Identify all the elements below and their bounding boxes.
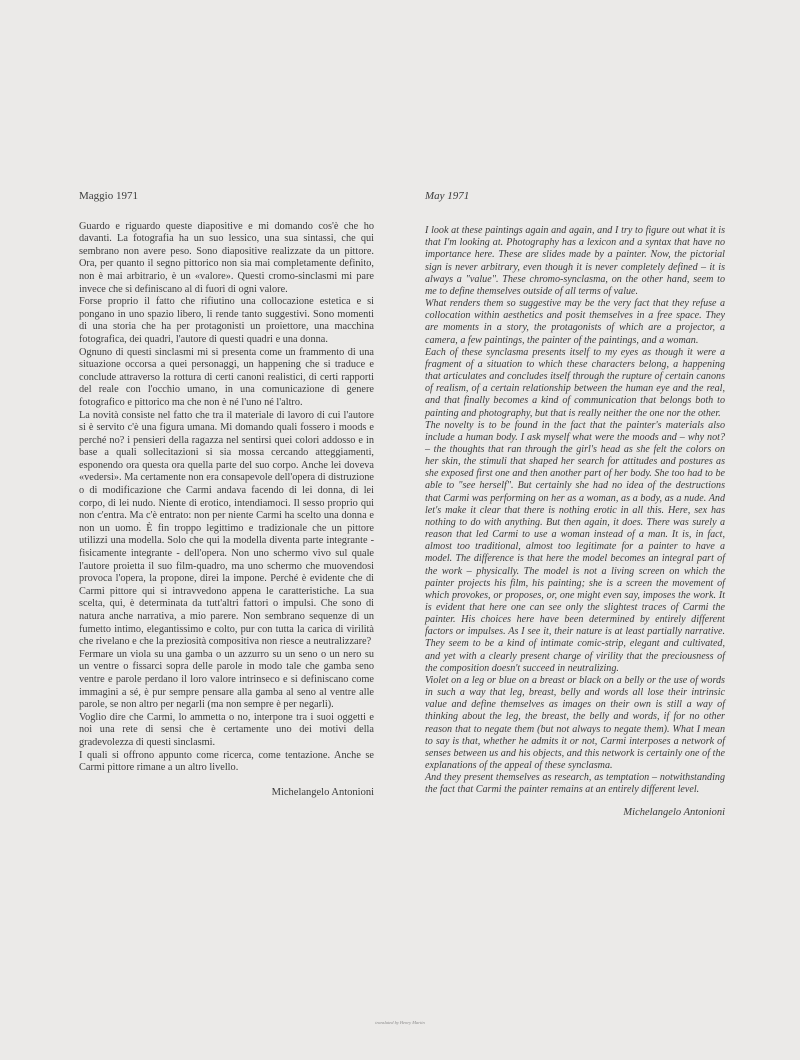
italian-date: Maggio 1971 — [79, 190, 138, 202]
english-date: May 1971 — [425, 190, 470, 202]
italian-paragraph: Forse proprio il fatto che rifiutino una collocazione estetica e si pongano in uno spazio libero, li rende tanto suggestivi. Sono momenti di una storia che ha per protagonisti un proiettore, una macchina fotografica, dei quadri, l'autore di questi quadri e una donna. — [79, 296, 374, 345]
italian-signature: Michelangelo Antonioni — [271, 786, 374, 798]
italian-paragraph: Voglio dire che Carmi, lo ammetta o no, interpone tra i suoi oggetti e noi una rete di sensi che è certamente uno dei motivi della gradevolezza di questi sinclasmi. — [79, 711, 374, 748]
italian-paragraph: I quali si offrono appunto come ricerca, come tentazione. Anche se Carmi pittore rimane a un altro livello. — [79, 749, 374, 774]
english-column — [425, 190, 725, 829]
english-paragraph: The novelty is to be found in the fact that the painter's materials also include a human body. I ask myself what were the moods and – why not? – the thoughts that ran through the girl's head as she felt the colors on her skin, the stimuli that shaped her search for attitudes and postures as she exposed first one and then another part of her body. She too had to be able to "see herself". But certainly she had no idea of the destructions that Carmi was performing on her as a woman, as a body, as a nude. And let's make it clear that there is nothing erotic in all this. Here, sex has nothing to do with anything. But then again, it does. There was surely a reason that led Carmi to use a woman instead of a man. It is, in fact, almost too traditional, almost too legitimate for a painter to have a model. The difference is that here the model becomes an integral part of the work – physically. The model is not a living screen on which the painter projects his film, his painting; she is a screen the movement of which provokes, or proposes, or, one might even say, imposes the work. It is evident that here one can see only the slightest traces of Carmi the painter. His choices here have been determined by entirely different factors or impulses. As I see it, their nature is at least partially narrative. They seem to be a kind of intimate comic-strip, elegant and cultivated, and yet with a clearly present charge of virility that the preciousness of the composition doesn't succeed in neutralizing. — [425, 419, 725, 674]
italian-column — [79, 190, 374, 810]
italian-paragraph: Fermare un viola su una gamba o un azzurro su un seno o un nero su un ventre o fissarci sopra delle parole in modo tale che gamba seno ventre e parole perdano il loro valore intrinseco e si definiscano come immagini a sé, è pur sempre pensare alla gamba al seno al ventre alle parole, se non altro per negarli (ma non sempre è per negarli). — [79, 648, 374, 711]
english-paragraph: I look at these paintings again and again, and I try to figure out what it is that I'm looking at. Photography has a lexicon and a syntax that have no importance here. These are slides made by a painter. Now, the pictorial sign is never arbitrary, even though it is never completely defined – it is always a "value". These chromo-synclasma, on the other hand, seem to me to define themselves outside of all terms of value. — [425, 225, 725, 297]
english-paragraph: Violet on a leg or blue on a breast or black on a belly or the use of words in such a way that leg, breast, belly and words all lose their intrinsic value and define themselves as images on their own is still a way of thinking about the leg, the breast, the belly and words, if for no other reason that to negate them (but not always to negate them). What I mean to say is that, whether he admits it or not, Carmi interposes a network of senses between us and his objects, and this network is certainly one of the explanations of the appeal of these synclasma. — [425, 674, 725, 772]
italian-paragraph: Ognuno di questi sinclasmi mi si presenta come un frammento di una situazione occorsa a quei personaggi, un happening che si traduce e conclude attraverso la rottura di certi canoni realistici, di certi rapporti del reale con l'occhio umano, in una comunicazione di genere fotografico e pittorico ma che non è né l'uno né l'altro. — [79, 346, 374, 408]
english-paragraph: And they present themselves as research, as temptation – notwithstanding the fact that Carmi the painter remains at an entirely different level. — [425, 772, 725, 796]
english-paragraph: Each of these synclasma presents itself to my eyes as though it were a fragment of a situation to which these characters belong, a happening that articulates and concludes itself through the rupture of certain canons of realism, of a certain relationship between the human eye and the real, and that finally becomes a kind of communication that belongs both to painting and photography, but that is really neither the one nor the other. — [425, 346, 725, 419]
italian-paragraph: Guardo e riguardo queste diapositive e mi domando cos'è che ho davanti. La fotografia ha un suo lessico, una sua sintassi, che qui sembrano non avere peso. Sono diapositive realizzate da un pittore. Ora, per quanto il segno pittorico non sia mai completamente definito, non è mai arbitrario, è un «valore». Questi cromo-sinclasmi mi pare invece che si definiscano al di fuori di ogni valore. — [79, 220, 374, 295]
english-signature: Michelangelo Antonioni — [623, 806, 725, 818]
translator-credit: translated by Henry Martin — [375, 1020, 425, 1025]
italian-paragraph: La novità consiste nel fatto che tra il materiale di lavoro di cui l'autore si è servito c'è una figura umana. Mi domando quali fossero i moods e perché no? i pensieri della ragazza nel sentirsi quei colori addosso e in base a quali sollecitazioni si sia mossa cercando atteggiamenti, esponendo ora questa ora quella parte del suo corpo. Anche lei doveva «vedersi». Ma certamente non era consapevole dell'opera di distruzione o di modificazione che Carmi andava facendo di lei donna, di lei corpo, di lei nudo. Niente di erotico, intendiamoci. Il sesso proprio qui non c'entra. Ma c'è entrato: non per niente Carmi ha scelto una donna e non un uomo. È fin troppo legittimo e tradizionale che un pittore utilizzi una modella. Solo che qui la modella diventa parte integrante - fisicamente integrante - dell'opera. Non uno schermo vivo sul quale l'autore proietta il suo film-quadro, ma uno schermo che muovendosi provoca l'opera, la propone, direi la impone. Perché è evidente che di Carmi pittore qui si intravvedono appena le caratteristiche. La sua scelta, qui, è determinata da tutt'altri fattori o impulsi. Che sono di natura anche narrativa, a mio parere. Non sembrano sequenze di un fumetto intimo, elegantissimo e colto, pur con tutta la carica di virilità che rivelano e che la preziosità compositiva non riesce a neutralizzare? — [79, 409, 374, 648]
english-paragraph: What renders them so suggestive may be the very fact that they refuse a collocation within aesthetics and posit themselves in a free space. They are moments in a story, the protagonists of which are a projector, a camera, a few paintings, the painter of the paintings, and a woman. — [425, 298, 725, 346]
